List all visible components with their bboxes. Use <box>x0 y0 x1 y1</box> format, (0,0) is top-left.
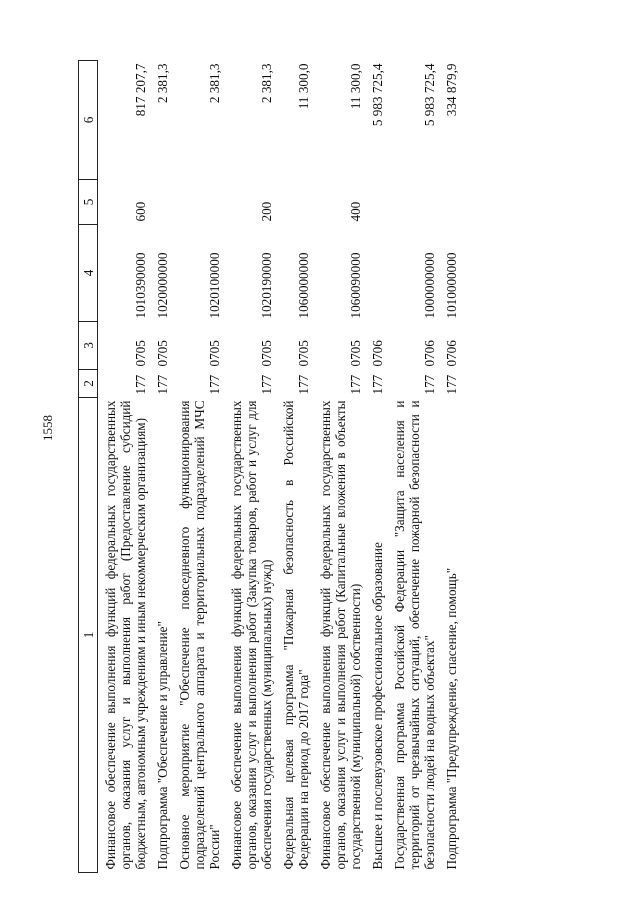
header-cell: 5 <box>79 180 98 225</box>
amount: 2 381,3 <box>207 63 222 104</box>
target-article-code: 1010390000 <box>133 252 148 319</box>
header-cell: 2 <box>79 370 98 398</box>
table-header-row <box>79 61 98 873</box>
target-article-code <box>365 225 387 322</box>
section-code: 0705 <box>207 340 222 367</box>
section-code: 0705 <box>348 340 363 367</box>
amount: 817 207,7 <box>133 63 148 117</box>
section-code: 0706 <box>370 340 385 367</box>
expense-type-code <box>172 180 224 225</box>
row-name: Основное мероприятие "Обеспечение повседневного функционирования подразделений центрального аппарата и территориальных подразделений МЧС России" <box>177 400 222 870</box>
ministry-code: 177 <box>444 374 459 395</box>
row-name: Федеральная целевая программа "Пожарная безопасность в Российской Федерации на период до 2017 года" <box>281 400 311 870</box>
target-article-code: 1060090000 <box>348 252 363 319</box>
expense-type-code <box>150 180 172 225</box>
header-cell: 1 <box>79 398 98 873</box>
ministry-code: 177 <box>370 374 385 395</box>
section-code: 0705 <box>155 340 170 367</box>
target-article-code: 1020000000 <box>155 252 170 319</box>
ministry-code: 177 <box>348 374 363 395</box>
table-row <box>150 61 172 873</box>
row-name: Подпрограмма "Обеспечение и управление" <box>155 621 170 870</box>
table-row <box>439 61 461 873</box>
row-name: Высшее и послевузовское профессиональное образование <box>370 542 385 870</box>
expense-type-code: 600 <box>133 201 148 222</box>
row-name: Финансовое обеспечение выполнения функций федеральных государственных органов, оказания услуг и выполнения работ (Предоставление субсидий бюджетным, автономным учреждениям и иным некоммерческим организациям) <box>103 400 148 870</box>
row-name: Подпрограмма "Предупреждение, спасение, помощь" <box>444 567 459 870</box>
ministry-code: 177 <box>133 374 148 395</box>
section-code: 0706 <box>444 340 459 367</box>
ministry-code: 177 <box>259 374 274 395</box>
section-code: 0705 <box>296 340 311 367</box>
table-row <box>276 61 313 873</box>
target-article-code: 1020100000 <box>207 252 222 319</box>
header-cell: 6 <box>79 61 98 180</box>
table-row <box>313 61 365 873</box>
amount: 334 879,9 <box>444 63 459 117</box>
target-article-code: 1020190000 <box>259 252 274 319</box>
row-name: Государственная программа Российской Федерации "Защита населения и территорий от чрезвычайных ситуаций, обеспечение пожарной безопасности и безопасности людей на водных объектах" <box>392 400 437 870</box>
expense-type-code <box>276 180 313 225</box>
page-number: 1558 <box>40 415 55 441</box>
ministry-code: 177 <box>207 374 222 395</box>
ministry-code: 177 <box>155 374 170 395</box>
row-name: Финансовое обеспечение выполнения функций федеральных государственных органов, оказания услуг и выполнения работ (Капитальные вложения в объекты государственной (муниципальной) собственности) <box>318 400 363 870</box>
target-article-code: 1000000000 <box>422 252 437 319</box>
table-row <box>365 61 387 873</box>
amount: 5 983 725,4 <box>422 63 437 127</box>
section-code: 0705 <box>133 340 148 367</box>
expense-type-code: 200 <box>259 201 274 222</box>
expense-type-code <box>387 180 439 225</box>
budget-table <box>78 60 461 873</box>
rotated-page-content <box>78 61 592 873</box>
expense-type-code: 400 <box>348 201 363 222</box>
ministry-code: 177 <box>296 374 311 395</box>
header-cell: 4 <box>79 225 98 322</box>
table-row <box>98 61 151 873</box>
amount: 11 300,0 <box>296 63 311 110</box>
amount: 11 300,0 <box>348 63 363 110</box>
expense-type-code <box>439 180 461 225</box>
ministry-code: 177 <box>422 374 437 395</box>
header-cell: 3 <box>79 322 98 370</box>
table-row <box>224 61 276 873</box>
target-article-code: 1060000000 <box>296 252 311 319</box>
amount: 5 983 725,4 <box>370 63 385 127</box>
section-code: 0706 <box>422 340 437 367</box>
table-row <box>172 61 224 873</box>
table-row <box>387 61 439 873</box>
row-name: Финансовое обеспечение выполнения функций федеральных государственных органов, оказания услуг и выполнения работ (Закупка товаров, работ и услуг для обеспечения государственных (муниципальных) нужд) <box>229 400 274 870</box>
expense-type-code <box>365 180 387 225</box>
section-code: 0705 <box>259 340 274 367</box>
amount: 2 381,3 <box>259 63 274 104</box>
target-article-code: 1010000000 <box>444 252 459 319</box>
amount: 2 381,3 <box>155 63 170 104</box>
